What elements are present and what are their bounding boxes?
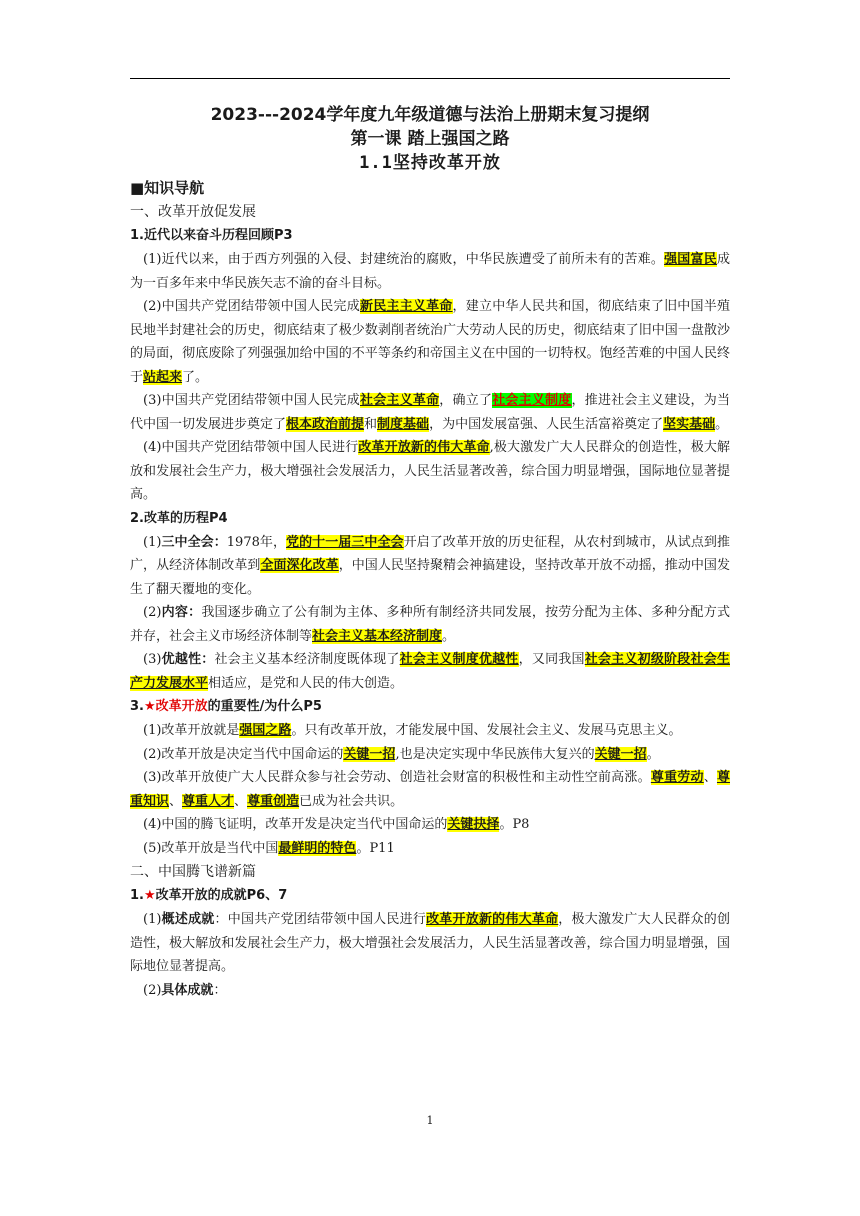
header-rule (130, 78, 730, 79)
highlight: 制度基础 (377, 416, 430, 432)
section-title: 1.1坚持改革开放 (359, 153, 501, 173)
highlight: 强国之路 (239, 723, 292, 738)
paragraph: (2)内容：我国逐步确立了公有制为主体、多种所有制经济共同发展，按劳分配为主体、多种分配方式并存，社会主义市场经济体制等社会主义基本经济制度。 (130, 605, 730, 644)
highlight-green: 社会主义制度 (492, 393, 572, 408)
doc-title: 2023---2024学年度九年级道德与法治上册期末复习提纲 (210, 105, 650, 125)
highlight: 改革开放新的伟大革命 (426, 912, 559, 927)
paragraph: (1)近代以来，由于西方列强的入侵、封建统治的腐败，中华民族遭受了前所未有的苦难。强国富民成为一百多年来中华民族矢志不渝的奋斗目标。 (130, 252, 730, 291)
paragraph: (1)概述成就：中国共产党团结带领中国人民进行改革开放新的伟大革命，极大激发广大人民群众的创造性，极大解放和发展社会生产力，极大增强社会发展活力，人民生活显著改善，综合国力明显增强，国际地位显著提高。 (130, 912, 730, 974)
nav-heading: ■知识导航 (130, 179, 205, 197)
highlight: 社会主义初级阶段社会生产力发展水平 (130, 652, 730, 691)
highlight: 社会主义基本经济制度 (312, 628, 443, 644)
highlight: 关键抉择 (447, 817, 500, 832)
paragraph: (4)中国的腾飞证明，改革开发是决定当代中国命运的关键抉择。P8 (143, 817, 530, 832)
highlight: 社会主义革命 (359, 393, 440, 408)
highlight: 改革开放新的伟大革命 (358, 440, 490, 455)
highlight: 关键一招 (594, 746, 647, 762)
highlight: 尊重劳动 (650, 770, 704, 785)
highlight: 关键一招 (343, 746, 396, 762)
highlight: 社会主义制度优越性 (399, 652, 519, 667)
paragraph: (5)改革开放是当代中国最鲜明的特色。P11 (143, 840, 395, 856)
sec1-sub3-heading: 3.★改革开放的重要性/为什么P5 (130, 699, 322, 714)
paragraph: (3)中国共产党团结带领中国人民完成社会主义革命，确立了社会主义制度，推进社会主义建设，为当代中国一切发展进步奠定了根本政治前提和制度基础，为中国发展富强、人民生活富裕奠定了坚实基础。 (130, 393, 730, 432)
paragraph: (3)改革开放使广大人民群众参与社会劳动、创造社会财富的积极性和主动性空前高涨。尊重劳动、尊重知识、尊重人才、尊重创造已成为社会共识。 (130, 770, 730, 809)
highlight: 尊重创造 (247, 793, 300, 809)
paragraph: (2)中国共产党团结带领中国人民完成新民主主义革命，建立中华人民共和国，彻底结束了旧中国半殖民地半封建社会的历史，彻底结束了极少数剥削者统治广大劳动人民的历史，彻底结束了旧中国一盘散沙的局面，彻底废除了列强强加给中国的不平等条约和帝国主义在中国的一切特权。饱经苦难的中国人民终于站起来了。 (130, 299, 730, 385)
sec2-heading: 二、中国腾飞谱新篇 (130, 864, 256, 880)
paragraph: (3)优越性：社会主义基本经济制度既体现了社会主义制度优越性，又同我国社会主义初级阶段社会生产力发展水平相适应，是党和人民的伟大创造。 (130, 652, 730, 691)
highlight: 站起来 (143, 369, 183, 385)
highlight: 全面深化改革 (260, 558, 339, 573)
highlight: 尊重人才 (182, 793, 235, 809)
star-icon: ★ (143, 888, 156, 903)
document-body (130, 176, 730, 1002)
star-icon: ★改革开放 (143, 699, 208, 714)
highlight: 坚实基础 (663, 416, 716, 432)
highlight: 最鲜明的特色 (278, 840, 357, 856)
sec1-heading: 一、改革开放促发展 (130, 204, 256, 220)
paragraph: (2)具体成就： (143, 982, 227, 998)
paragraph: (4)中国共产党团结带领中国人民进行改革开放新的伟大革命,极大激发广大人民群众的创造性，极大解放和发展社会生产力，极大增强社会发展活力，人民生活显著改善，综合国力明显增强，国际地位显著提高。 (130, 440, 730, 502)
highlight: 根本政治前提 (286, 416, 365, 432)
highlight: 新民主主义革命 (359, 299, 453, 314)
highlight: 党的十一届三中全会 (286, 534, 404, 550)
sec1-sub2-heading: 2.改革的历程P4 (130, 510, 228, 526)
paragraph: (2)改革开放是决定当代中国命运的关键一招,也是决定实现中华民族伟大复兴的关键一招。 (143, 746, 660, 762)
page-number: 1 (426, 1114, 434, 1127)
paragraph: (1)改革开放就是强国之路。只有改革开放，才能发展中国、发展社会主义、发展马克思主义。 (143, 723, 682, 738)
paragraph: (1)三中全会：1978年，党的十一届三中全会开启了改革开放的历史征程，从农村到城市，从试点到推广，从经济体制改革到全面深化改革，中国人民坚持聚精会神搞建设，坚持改革开放不动摇，推动中国发生了翻天覆地的变化。 (130, 534, 730, 597)
highlight: 尊重知识 (130, 770, 730, 809)
lesson-title: 第一课 踏上强国之路 (350, 129, 510, 149)
highlight: 强国富民 (664, 252, 717, 267)
sec1-sub1-heading: 1.近代以来奋斗历程回顾P3 (130, 228, 293, 243)
sec2-sub1-heading: 1.★改革开放的成就P6、7 (130, 888, 288, 903)
